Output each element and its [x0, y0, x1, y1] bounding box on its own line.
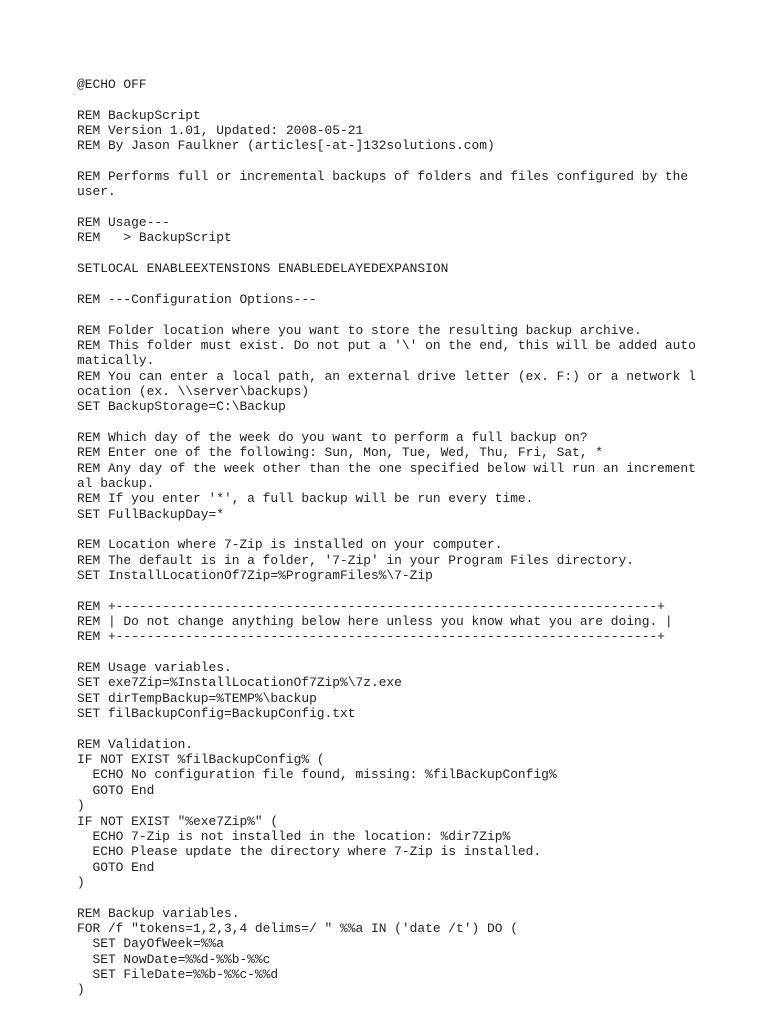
code-line: REM Backup variables.	[77, 905, 240, 921]
code-line	[77, 645, 696, 660]
code-line: REM +----------------------------------------------------------------------+	[77, 598, 665, 614]
code-line: IF NOT EXIST %filBackupConfig% (	[77, 752, 325, 768]
code-line: REM Which day of the week do you want to perform a full backup on?	[77, 429, 588, 445]
code-line: REM +----------------------------------------------------------------------+	[77, 629, 665, 645]
code-line: ocation (ex. \\server\backups)	[77, 383, 310, 399]
code-line: REM Enter one of the following: Sun, Mon, Tue, Wed, Thu, Fri, Sat, *	[77, 445, 604, 461]
code-line	[77, 154, 696, 169]
code-line: SET filBackupConfig=BackupConfig.txt	[77, 706, 356, 722]
code-line: SET exe7Zip=%InstallLocationOf7Zip%\7z.exe	[77, 675, 402, 691]
code-line: SET dirTempBackup=%TEMP%\backup	[77, 690, 317, 706]
code-line: REM | Do not change anything below here unless you know what you are doing. |	[77, 614, 673, 630]
code-line: REM > BackupScript	[77, 230, 232, 246]
code-line	[77, 200, 696, 215]
code-line	[77, 246, 696, 261]
code-line: SET FullBackupDay=*	[77, 506, 224, 522]
code-line: )	[77, 982, 85, 998]
code-line: REM Usage variables.	[77, 660, 232, 676]
code-line	[77, 721, 696, 736]
code-line: user.	[77, 184, 116, 200]
code-line	[77, 583, 696, 598]
code-line: REM If you enter '*', a full backup will be run every time.	[77, 491, 534, 507]
code-line: SET DayOfWeek=%%a	[77, 936, 224, 952]
code-line	[77, 307, 696, 322]
code-line: GOTO End	[77, 859, 155, 875]
code-line: IF NOT EXIST "%exe7Zip%" (	[77, 813, 279, 829]
code-line: REM You can enter a local path, an external drive letter (ex. F:) or a network l	[77, 368, 696, 384]
code-line: SET BackupStorage=C:\Backup	[77, 399, 286, 415]
code-line: REM Usage---	[77, 215, 170, 231]
code-line: REM Location where 7-Zip is installed on your computer.	[77, 537, 503, 553]
code-line: SET FileDate=%%b-%%c-%%d	[77, 966, 279, 982]
code-line	[77, 415, 696, 430]
code-line: REM This folder must exist. Do not put a '\' on the end, this will be added auto	[77, 337, 696, 353]
code-line: matically.	[77, 353, 155, 369]
code-line: FOR /f "tokens=1,2,3,4 delims=/ " %%a IN ('date /t') DO (	[77, 920, 518, 936]
code-line: SET NowDate=%%d-%%b-%%c	[77, 951, 271, 967]
code-line: )	[77, 798, 85, 814]
code-line	[77, 92, 696, 107]
code-line	[77, 276, 696, 291]
code-line: @ECHO OFF	[77, 77, 147, 92]
code-line: REM BackupScript	[77, 107, 201, 123]
code-line: REM By Jason Faulkner (articles[-at-]132solutions.com)	[77, 138, 495, 154]
code-line: REM Version 1.01, Updated: 2008-05-21	[77, 123, 364, 139]
code-line: REM ---Configuration Options---	[77, 291, 317, 307]
code-line: REM Validation.	[77, 736, 194, 752]
code-line: SETLOCAL ENABLEEXTENSIONS ENABLEDELAYEDEXPANSION	[77, 261, 449, 277]
code-line: )	[77, 874, 85, 890]
code-line	[77, 522, 696, 537]
batch-script-listing	[77, 77, 696, 998]
code-line	[77, 890, 696, 905]
code-line: REM The default is in a folder, '7-Zip' in your Program Files directory.	[77, 552, 634, 568]
code-line: ECHO Please update the directory where 7-Zip is installed.	[77, 844, 542, 860]
code-line: ECHO 7-Zip is not installed in the location: %dir7Zip%	[77, 828, 511, 844]
code-line: REM Any day of the week other than the one specified below will run an increment	[77, 460, 696, 476]
code-line: ECHO No configuration file found, missing: %filBackupConfig%	[77, 767, 557, 783]
code-line: REM Performs full or incremental backups of folders and files configured by the	[77, 169, 689, 185]
code-line: GOTO End	[77, 782, 155, 798]
code-line: REM Folder location where you want to store the resulting backup archive.	[77, 322, 642, 338]
code-line: al backup.	[77, 475, 155, 491]
code-line: SET InstallLocationOf7Zip=%ProgramFiles%\7-Zip	[77, 568, 433, 583]
